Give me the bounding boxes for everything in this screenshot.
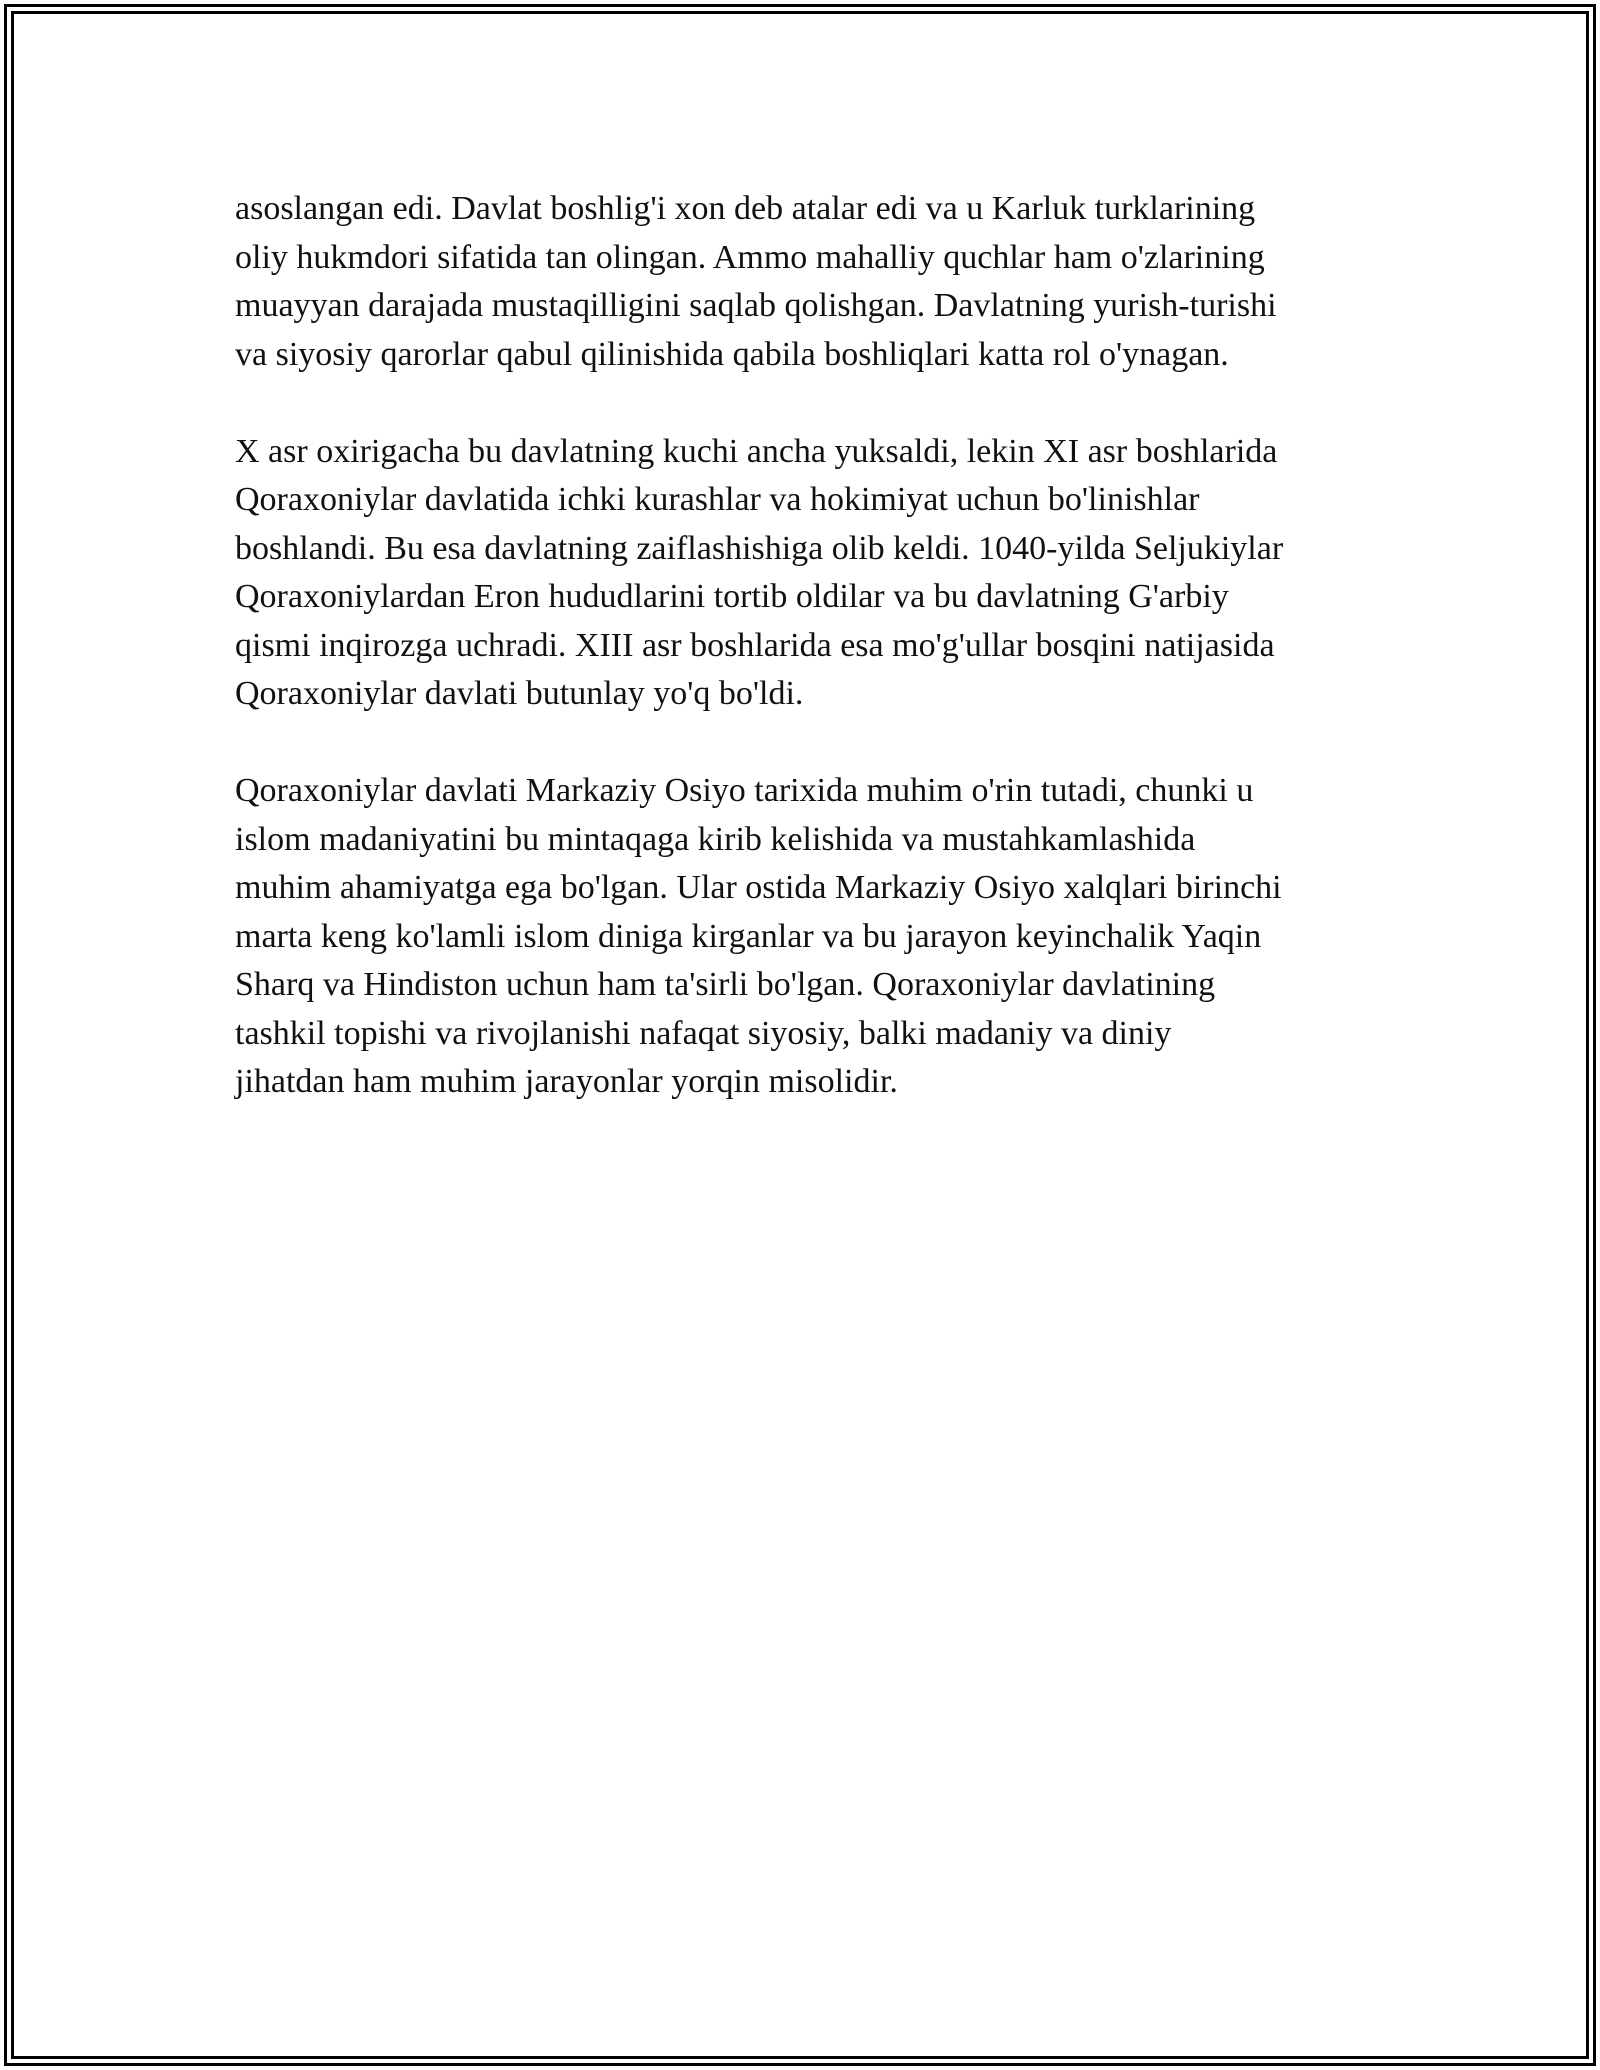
text-line: islom madaniyatini bu mintaqaga kirib kelishida va mustahkamlashida [235, 820, 1196, 858]
text-line: boshlandi. Bu esa davlatning zaiflashishiga olib keldi. 1040-yilda Seljukiylar [235, 529, 1284, 567]
text-line: asoslangan edi. Davlat boshlig'i xon deb atalar edi va u Karluk turklarining [235, 190, 1256, 227]
text-line: marta keng ko'lamli islom diniga kirganlar va bu jarayon keyinchalik Yaqin [235, 917, 1262, 955]
text-line: muhim ahamiyatga ega bo'lgan. Ular ostida Markaziy Osiyo xalqlari birinchi [235, 869, 1282, 906]
paragraph-1 [235, 185, 1395, 379]
text-line: Qoraxoniylar davlati Markaziy Osiyo tarixida muhim o'rin tutadi, chunki u [235, 772, 1254, 809]
document-body [235, 185, 1395, 1155]
paragraph-2 [235, 428, 1395, 719]
text-line: jihatdan ham muhim jarayonlar yorqin misolidir. [235, 1063, 898, 1100]
text-line: oliy hukmdori sifatida tan olingan. Ammo mahalliy quchlar ham o'zlarining [235, 238, 1265, 276]
text-line: Sharq va Hindiston uchun ham ta'sirli bo'lgan. Qoraxoniylar davlatining [235, 966, 1216, 1003]
paragraph-3 [235, 767, 1395, 1107]
text-line: muayyan darajada mustaqilligini saqlab qolishgan. Davlatning yurish-turishi [235, 287, 1277, 324]
text-line: Qoraxoniylardan Eron hududlarini tortib oldilar va bu davlatning G'arbiy [235, 578, 1229, 615]
text-line: tashkil topishi va rivojlanishi nafaqat siyosiy, balki madaniy va diniy [235, 1014, 1172, 1052]
text-line: X asr oxirigacha bu davlatning kuchi ancha yuksaldi, lekin XI asr boshlarida [235, 432, 1278, 470]
text-line: va siyosiy qarorlar qabul qilinishida qabila boshliqlari katta rol o'ynagan. [235, 335, 1229, 373]
text-line: Qoraxoniylar davlati butunlay yo'q bo'ldi. [235, 675, 804, 712]
text-line: Qoraxoniylar davlatida ichki kurashlar va hokimiyat uchun bo'linishlar [235, 481, 1200, 518]
text-line: qismi inqirozga uchradi. XIII asr boshlarida esa mo'g'ullar bosqini natijasida [235, 626, 1275, 664]
